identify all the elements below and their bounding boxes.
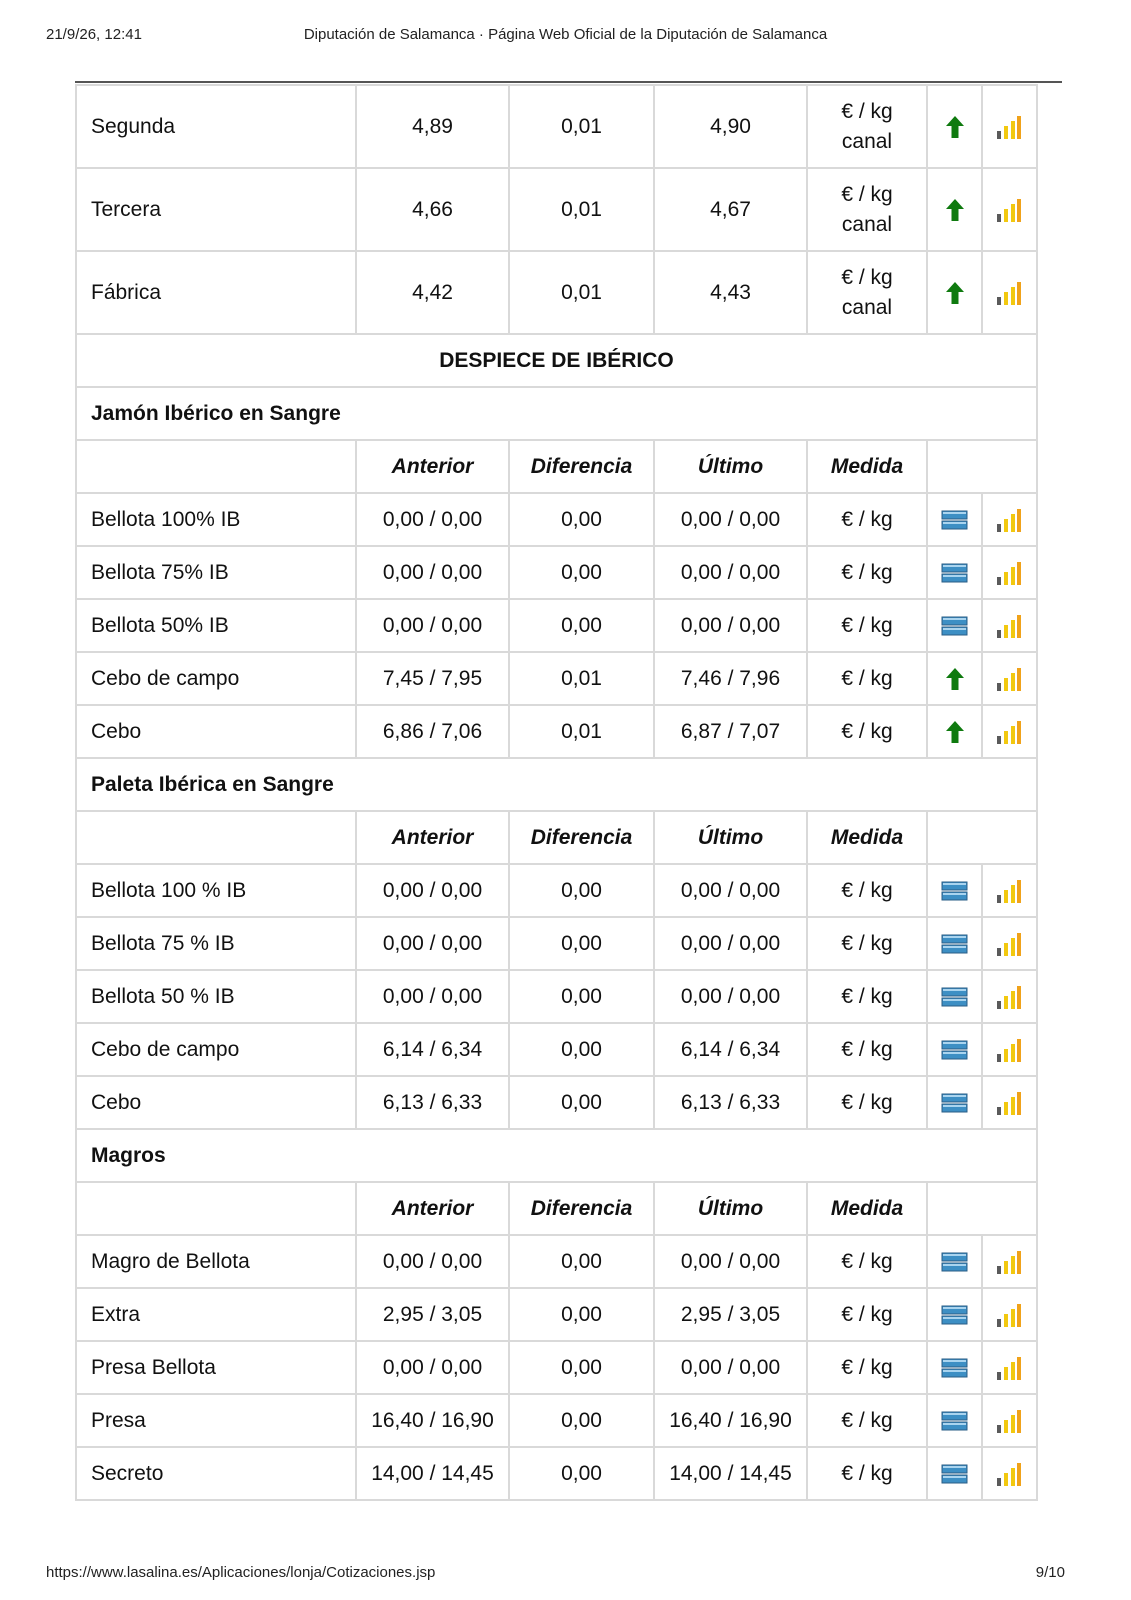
- row-name: Bellota 75 % IB: [76, 917, 356, 970]
- cell-medida: [807, 251, 927, 334]
- row-name: Fábrica: [76, 251, 356, 334]
- row-name: Extra: [76, 1288, 356, 1341]
- trend-cell: [927, 1341, 982, 1394]
- header-icons-blank: [927, 440, 1037, 493]
- cell-anterior: 0,00 / 0,00: [356, 493, 509, 546]
- equal-icon: [941, 1252, 968, 1272]
- medida-line1: € / kg: [841, 265, 893, 289]
- trend-cell: [927, 546, 982, 599]
- prices-table: [75, 84, 1038, 1501]
- cell-medida: € / kg: [807, 1288, 927, 1341]
- section-row: [76, 334, 1037, 387]
- cell-anterior: 0,00 / 0,00: [356, 917, 509, 970]
- equal-icon: [941, 563, 968, 583]
- table-row: [76, 168, 1037, 251]
- cell-diferencia: 0,01: [509, 85, 654, 168]
- chart-icon: [996, 115, 1023, 139]
- trend-cell: [927, 1235, 982, 1288]
- cell-medida: € / kg: [807, 705, 927, 758]
- up-arrow-icon: [945, 667, 965, 691]
- table-row: [76, 1288, 1037, 1341]
- cell-diferencia: 0,00: [509, 1023, 654, 1076]
- table-row: [76, 1235, 1037, 1288]
- row-name: Bellota 100% IB: [76, 493, 356, 546]
- section-title: DESPIECE DE IBÉRICO: [76, 334, 1037, 387]
- header-diferencia: Diferencia: [509, 811, 654, 864]
- cell-ultimo: 6,87 / 7,07: [654, 705, 807, 758]
- chart-cell[interactable]: [982, 599, 1037, 652]
- equal-icon: [941, 1464, 968, 1484]
- medida-line2: canal: [841, 212, 893, 236]
- cell-ultimo: 16,40 / 16,90: [654, 1394, 807, 1447]
- trend-cell: [927, 85, 982, 168]
- cell-anterior: 0,00 / 0,00: [356, 970, 509, 1023]
- group-title-row: [76, 387, 1037, 440]
- equal-icon: [941, 1358, 968, 1378]
- cell-ultimo: 0,00 / 0,00: [654, 1235, 807, 1288]
- header-blank: [76, 440, 356, 493]
- header-icons-blank: [927, 1182, 1037, 1235]
- trend-cell: [927, 864, 982, 917]
- cell-diferencia: 0,01: [509, 251, 654, 334]
- row-name: Bellota 75% IB: [76, 546, 356, 599]
- cell-diferencia: 0,01: [509, 168, 654, 251]
- cell-ultimo: 6,13 / 6,33: [654, 1076, 807, 1129]
- trend-cell: [927, 1023, 982, 1076]
- chart-icon: [996, 932, 1023, 956]
- table-row: [76, 493, 1037, 546]
- cell-diferencia: 0,00: [509, 1288, 654, 1341]
- column-header-row: [76, 811, 1037, 864]
- row-name: Secreto: [76, 1447, 356, 1500]
- table-row: [76, 1341, 1037, 1394]
- up-arrow-icon: [945, 720, 965, 744]
- chart-icon: [996, 508, 1023, 532]
- cell-medida: € / kg: [807, 652, 927, 705]
- cell-medida: € / kg: [807, 599, 927, 652]
- chart-cell[interactable]: [982, 652, 1037, 705]
- chart-cell[interactable]: [982, 1341, 1037, 1394]
- chart-icon: [996, 985, 1023, 1009]
- trend-cell: [927, 168, 982, 251]
- group-title-row: [76, 758, 1037, 811]
- chart-cell[interactable]: [982, 85, 1037, 168]
- cell-anterior: 2,95 / 3,05: [356, 1288, 509, 1341]
- cell-ultimo: 0,00 / 0,00: [654, 917, 807, 970]
- chart-cell[interactable]: [982, 546, 1037, 599]
- cell-anterior: 7,45 / 7,95: [356, 652, 509, 705]
- cell-anterior: 0,00 / 0,00: [356, 599, 509, 652]
- cell-diferencia: 0,00: [509, 546, 654, 599]
- table-row: [76, 85, 1037, 168]
- up-arrow-icon: [945, 281, 965, 305]
- cell-ultimo: 7,46 / 7,96: [654, 652, 807, 705]
- chart-cell[interactable]: [982, 1235, 1037, 1288]
- group-title: Paleta Ibérica en Sangre: [76, 758, 1037, 811]
- cell-ultimo: 4,43: [654, 251, 807, 334]
- header-anterior: Anterior: [356, 811, 509, 864]
- equal-icon: [941, 510, 968, 530]
- column-header-row: [76, 1182, 1037, 1235]
- equal-icon: [941, 616, 968, 636]
- cell-anterior: 0,00 / 0,00: [356, 1235, 509, 1288]
- equal-icon: [941, 1040, 968, 1060]
- up-arrow-icon: [945, 115, 965, 139]
- cell-ultimo: 0,00 / 0,00: [654, 1341, 807, 1394]
- cell-diferencia: 0,00: [509, 1447, 654, 1500]
- cell-diferencia: 0,00: [509, 917, 654, 970]
- medida-line2: canal: [841, 129, 893, 153]
- chart-cell[interactable]: [982, 1023, 1037, 1076]
- up-arrow-icon: [945, 198, 965, 222]
- table-row: [76, 251, 1037, 334]
- header-diferencia: Diferencia: [509, 1182, 654, 1235]
- row-name: Cebo: [76, 1076, 356, 1129]
- table-row: [76, 917, 1037, 970]
- cell-medida: € / kg: [807, 970, 927, 1023]
- trend-cell: [927, 1076, 982, 1129]
- header-blank: [76, 1182, 356, 1235]
- header-medida: Medida: [807, 440, 927, 493]
- chart-icon: [996, 1250, 1023, 1274]
- row-name: Tercera: [76, 168, 356, 251]
- chart-cell[interactable]: [982, 864, 1037, 917]
- cell-anterior: 0,00 / 0,00: [356, 546, 509, 599]
- row-name: Cebo de campo: [76, 1023, 356, 1076]
- cell-ultimo: 6,14 / 6,34: [654, 1023, 807, 1076]
- cell-anterior: 14,00 / 14,45: [356, 1447, 509, 1500]
- chart-cell[interactable]: [982, 970, 1037, 1023]
- header-ultimo: Último: [654, 440, 807, 493]
- table-row: [76, 546, 1037, 599]
- chart-cell[interactable]: [982, 1076, 1037, 1129]
- group-title: Magros: [76, 1129, 1037, 1182]
- table-row: [76, 970, 1037, 1023]
- chart-icon: [996, 614, 1023, 638]
- row-name: Cebo: [76, 705, 356, 758]
- cell-medida: € / kg: [807, 917, 927, 970]
- cell-ultimo: 4,67: [654, 168, 807, 251]
- cell-ultimo: 4,90: [654, 85, 807, 168]
- cell-diferencia: 0,00: [509, 970, 654, 1023]
- chart-icon: [996, 281, 1023, 305]
- medida-line2: canal: [841, 295, 893, 319]
- cell-diferencia: 0,00: [509, 1341, 654, 1394]
- header-medida: Medida: [807, 811, 927, 864]
- header-ultimo: Último: [654, 1182, 807, 1235]
- trend-cell: [927, 599, 982, 652]
- cell-medida: [807, 85, 927, 168]
- cell-medida: € / kg: [807, 493, 927, 546]
- header-medida: Medida: [807, 1182, 927, 1235]
- chart-icon: [996, 1409, 1023, 1433]
- equal-icon: [941, 1305, 968, 1325]
- group-title: Jamón Ibérico en Sangre: [76, 387, 1037, 440]
- cell-diferencia: 0,00: [509, 1394, 654, 1447]
- row-name: Bellota 50% IB: [76, 599, 356, 652]
- cell-medida: € / kg: [807, 1341, 927, 1394]
- chart-cell[interactable]: [982, 493, 1037, 546]
- trend-cell: [927, 1394, 982, 1447]
- cell-ultimo: 0,00 / 0,00: [654, 546, 807, 599]
- cell-medida: € / kg: [807, 864, 927, 917]
- trend-cell: [927, 705, 982, 758]
- chart-icon: [996, 667, 1023, 691]
- cell-ultimo: 2,95 / 3,05: [654, 1288, 807, 1341]
- header-diferencia: Diferencia: [509, 440, 654, 493]
- cell-ultimo: 0,00 / 0,00: [654, 864, 807, 917]
- cell-anterior: 0,00 / 0,00: [356, 1341, 509, 1394]
- table-row: [76, 1394, 1037, 1447]
- cell-diferencia: 0,00: [509, 1076, 654, 1129]
- cell-ultimo: 14,00 / 14,45: [654, 1447, 807, 1500]
- cell-anterior: 6,14 / 6,34: [356, 1023, 509, 1076]
- row-name: Presa: [76, 1394, 356, 1447]
- chart-icon: [996, 1091, 1023, 1115]
- chart-cell[interactable]: [982, 1288, 1037, 1341]
- table-row: [76, 1076, 1037, 1129]
- group-title-row: [76, 1129, 1037, 1182]
- trend-cell: [927, 1447, 982, 1500]
- row-name: Bellota 100 % IB: [76, 864, 356, 917]
- cell-anterior: 6,86 / 7,06: [356, 705, 509, 758]
- print-page-title: Diputación de Salamanca · Página Web Oficial de la Diputación de Salamanca: [303, 26, 828, 43]
- table-row: [76, 864, 1037, 917]
- chart-cell[interactable]: [982, 705, 1037, 758]
- trend-cell: [927, 1288, 982, 1341]
- chart-cell[interactable]: [982, 1447, 1037, 1500]
- cell-medida: € / kg: [807, 1235, 927, 1288]
- chart-icon: [996, 1038, 1023, 1062]
- row-name: Presa Bellota: [76, 1341, 356, 1394]
- cell-medida: [807, 168, 927, 251]
- table-row: [76, 1023, 1037, 1076]
- cell-medida: € / kg: [807, 546, 927, 599]
- equal-icon: [941, 1093, 968, 1113]
- chart-cell[interactable]: [982, 917, 1037, 970]
- chart-icon: [996, 561, 1023, 585]
- trend-cell: [927, 917, 982, 970]
- column-header-row: [76, 440, 1037, 493]
- print-datetime: 21/9/26, 12:41: [46, 26, 142, 43]
- page-top-rule: [75, 81, 1062, 83]
- medida-line1: € / kg: [841, 99, 893, 123]
- table-row: [76, 599, 1037, 652]
- table-row: [76, 652, 1037, 705]
- trend-cell: [927, 652, 982, 705]
- row-name: Bellota 50 % IB: [76, 970, 356, 1023]
- cell-medida: € / kg: [807, 1394, 927, 1447]
- equal-icon: [941, 934, 968, 954]
- cell-anterior: 16,40 / 16,90: [356, 1394, 509, 1447]
- cell-anterior: 4,89: [356, 85, 509, 168]
- header-anterior: Anterior: [356, 1182, 509, 1235]
- cell-medida: € / kg: [807, 1076, 927, 1129]
- equal-icon: [941, 1411, 968, 1431]
- chart-icon: [996, 1356, 1023, 1380]
- chart-cell[interactable]: [982, 168, 1037, 251]
- chart-icon: [996, 720, 1023, 744]
- print-page-number: 9/10: [1035, 1564, 1065, 1581]
- trend-cell: [927, 970, 982, 1023]
- trend-cell: [927, 493, 982, 546]
- cell-medida: € / kg: [807, 1447, 927, 1500]
- cell-ultimo: 0,00 / 0,00: [654, 493, 807, 546]
- print-url: https://www.lasalina.es/Aplicaciones/lonja/Cotizaciones.jsp: [46, 1564, 436, 1581]
- cell-ultimo: 0,00 / 0,00: [654, 970, 807, 1023]
- header-blank: [76, 811, 356, 864]
- chart-icon: [996, 1303, 1023, 1327]
- cell-diferencia: 0,00: [509, 1235, 654, 1288]
- cell-diferencia: 0,01: [509, 705, 654, 758]
- cell-diferencia: 0,01: [509, 652, 654, 705]
- cell-anterior: 6,13 / 6,33: [356, 1076, 509, 1129]
- chart-cell[interactable]: [982, 251, 1037, 334]
- cell-diferencia: 0,00: [509, 864, 654, 917]
- chart-icon: [996, 198, 1023, 222]
- header-ultimo: Último: [654, 811, 807, 864]
- chart-icon: [996, 1462, 1023, 1486]
- chart-cell[interactable]: [982, 1394, 1037, 1447]
- equal-icon: [941, 987, 968, 1007]
- cell-anterior: 0,00 / 0,00: [356, 864, 509, 917]
- trend-cell: [927, 251, 982, 334]
- equal-icon: [941, 881, 968, 901]
- cell-medida: € / kg: [807, 1023, 927, 1076]
- cell-anterior: 4,66: [356, 168, 509, 251]
- cell-diferencia: 0,00: [509, 493, 654, 546]
- chart-icon: [996, 879, 1023, 903]
- cell-diferencia: 0,00: [509, 599, 654, 652]
- header-anterior: Anterior: [356, 440, 509, 493]
- row-name: Segunda: [76, 85, 356, 168]
- table-row: [76, 705, 1037, 758]
- medida-line1: € / kg: [841, 182, 893, 206]
- cell-ultimo: 0,00 / 0,00: [654, 599, 807, 652]
- cell-anterior: 4,42: [356, 251, 509, 334]
- table-row: [76, 1447, 1037, 1500]
- row-name: Cebo de campo: [76, 652, 356, 705]
- row-name: Magro de Bellota: [76, 1235, 356, 1288]
- header-icons-blank: [927, 811, 1037, 864]
